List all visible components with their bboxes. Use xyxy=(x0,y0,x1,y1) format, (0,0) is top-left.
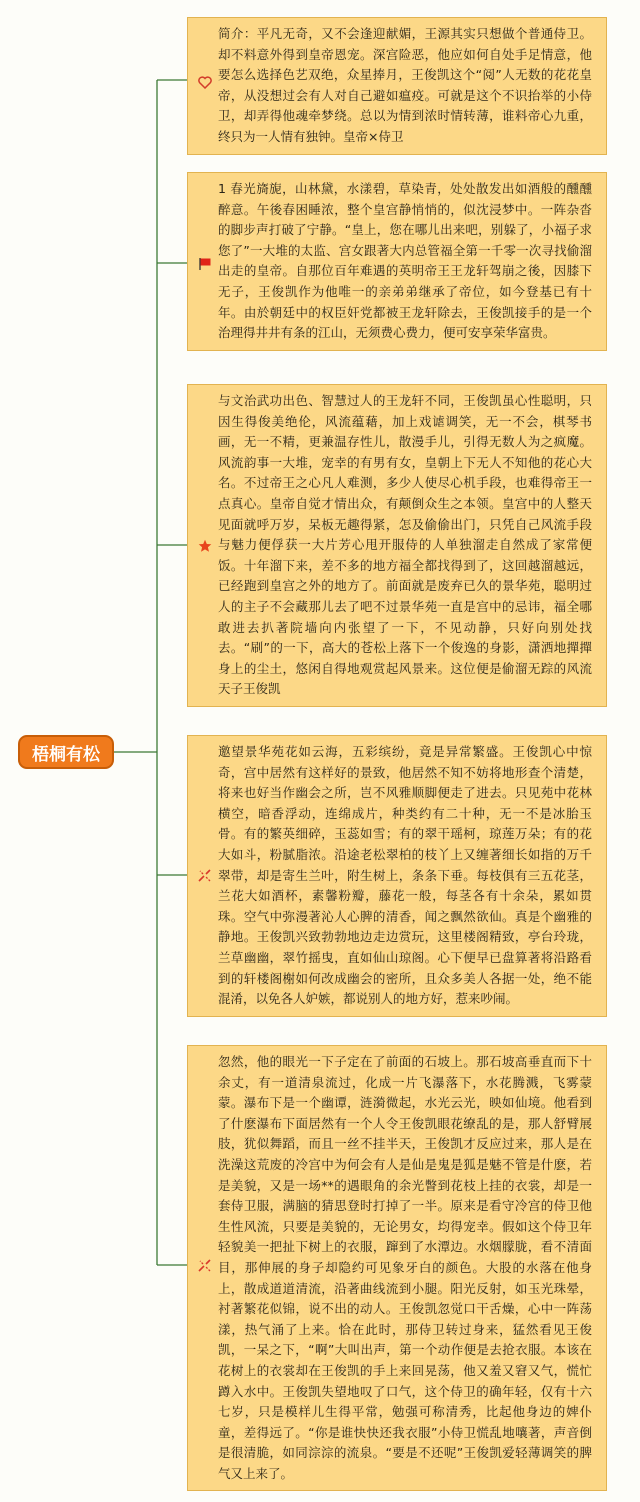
topic-node-text: 简介：平凡无奇，又不会逢迎献媚，王源其实只想做个普通侍卫。却不料意外得到皇帝恩宠。深宫险恶，他应如何自处手足情意，他要怎么选择色艺双绝，众星捧月，王俊凯这个“阅”人无数的花花皇帝，从没想过会有人对自己避如瘟疫。可就是这个不识抬举的小侍卫，却弄得他魂牵梦绕。总以为情到浓时情转薄，谁料帝心九重，终只为一人情有独钟。皇帝×侍卫 xyxy=(218,26,592,144)
root-topic-label: 梧桐有松 xyxy=(32,744,100,765)
topic-node-text: 与文治武功出色、智慧过人的王龙轩不同，王俊凯虽心性聪明，只因生得俊美绝伦，风流蕴藉，加上戏谑调笑，无一不会，棋琴书画，无一不精，更兼温存性儿，散漫手儿，引得无数人为之疯魔。风流韵事一大堆，宠幸的有男有女，皇朝上下无人不知他的花心大名。不过帝王之心凡人难测，多少人使尽心机手段，也难得帝王一点真心。皇帝自觉才情出众，有颠倒众生之本领。皇宫中的人整天见面就呼万岁，呆板无趣得紧，怎及偷偷出门，只凭自己风流手段与魅力便俘获一大片芳心甩开服侍的人单独溜走自然成了家常便饭。十年溜下来，差不多的地方福全都找得到了，这回越溜越远，已经跑到皇宫之外的地方了。前面就是废弃已久的景华苑，聪明过人的主子不会藏那儿去了吧不过景华苑一直是宫中的忌讳，福全哪敢进去扒著院墙向内张望了一下，不见动静，只好向别处找去。“刷”的一下，高大的苍松上落下一个俊逸的身影，潇洒地撣撣身上的尘土，悠闲自得地观赏起风景来。这位便是偷溜无踪的风流天子王俊凯 xyxy=(218,393,592,697)
topic-node-intro[interactable] xyxy=(187,17,607,155)
topic-node-emperor[interactable] xyxy=(187,384,607,707)
topic-node-text: 1 春光旖旎，山林黛，水漾碧，草染青，处处散发出如酒般的醺醺醉意。午後春困睡浓，整个皇宫静悄悄的，似沈浸梦中。一阵杂沓的脚步声打破了宁静。“皇上，您在哪儿出来吧，别躲了，小福子求您了”一大堆的太监、宫女跟著大内总管福全第一千零一次寻找偷溜出走的皇帝。自那位百年难遇的英明帝王王龙轩驾崩之後，因膝下无子，王俊凯作为他唯一的亲弟弟继承了帝位，如今登基已有十年。由於朝廷中的权臣奸党都被王龙轩除去，王俊凯接手的是一个治理得井井有条的江山，无须费心费力，便可安享荣华富贵。 xyxy=(218,181,592,341)
swords-icon xyxy=(198,1259,212,1273)
topic-node-chapter-1[interactable] xyxy=(187,172,607,351)
heart-icon xyxy=(198,75,212,89)
topic-node-waterfall[interactable] xyxy=(187,1045,607,1491)
topic-node-text: 邀望景华苑花如云海，五彩缤纷，竟是异常繁盛。王俊凯心中惊奇，宫中居然有这样好的景致，他居然不知不妨将地形查个清楚，将来也好当作幽会之所，岂不风雅顺脚便走了进去。只见苑中花林横空，暗香浮动，连绵成片，种类约有二十种，无一不是冰胎玉骨。有的繁英细碎，玉蕊如雪；有的翠干瑶柯，琼莲万朵；有的花大如斗，粉腻脂浓。沿途老松翠柏的枝丫上又缠著细长如指的万千翠带，却是寄生兰叶，附生树上，条条下垂。每枝俱有三五花茎，兰花大如酒杯，素馨粉瓣，藤花一般，每茎各有十余朵，累如贯珠。空气中弥漫著沁人心脾的清香，闻之飘然欲仙。真是个幽雅的静地。王俊凯兴致勃勃地边走边赏玩，这里楼阁精致，亭台玲珑，兰草幽幽，翠竹摇曳，直如仙山琼阁。心下便早已盘算著将沿路看到的轩楼阁榭如何改成幽会的密所，且众多美人各据一处，绝不能混淆，以免各人妒嫉，都说别人的地方好，惹来吵闹。 xyxy=(218,744,592,1007)
star-icon xyxy=(198,539,212,553)
topic-node-text: 忽然，他的眼光一下子定在了前面的石坡上。那石坡高垂直而下十余丈，有一道清泉流过，化成一片飞瀑落下，水花腾溅，飞雾蒙蒙。瀑布下是一个幽谭，涟漪微起，水光云光，映如仙境。他看到了什麽瀑布下面居然有一个人令王俊凯眼花缭乱的是，那人舒臂展肢，犹似舞蹈，而且一丝不挂半天，王俊凯才反应过来，那人是在洗澡这荒废的冷宫中为何会有人是仙是鬼是狐是魅不管是什麽，若是美貌，又是一场**的遇眼角的余光瞥到花枝上挂的衣裳，却是一套侍卫服，满脑的猜思登时打掉了一半。原来是看守冷宫的侍卫他生性风流，只要是美貌的，无论男女，均得宠幸。假如这个侍卫年轻貌美一把扯下树上的衣服，蹿到了水潭边。水烟朦胧，看不清面目，那伸展的身子却隐约可见象牙白的颜色。大股的水落在他身上，散成道道清流，沿著曲线流到小腿。阳光反射，如玉光珠晕，衬著繁花似锦，说不出的动人。王俊凯忽觉口干舌燥，心中一阵荡漾，热气涌了上来。恰在此时，那侍卫转过身来，猛然看见王俊凯，一呆之下，“啊”大叫出声，第一个动作便是去抢衣服。本该在花树上的衣裳却在王俊凯的手上来回晃荡，他又羞又窘又气，慌忙蹲入水中。王俊凯失望地叹了口气，这个侍卫的确年轻，仅有十六七岁，只是模样儿生得平常，勉强可称清秀，比起他身边的婢仆童，差得远了。“你是谁快快还我衣服”小侍卫慌乱地嚷著，声音倒是很清脆，如同淙淙的流泉。“要是不还呢”王俊凯爱轻薄调笑的脾气又上来了。 xyxy=(218,1054,592,1481)
swords-icon xyxy=(198,869,212,883)
topic-node-garden[interactable] xyxy=(187,735,607,1017)
red-flag-icon xyxy=(198,257,212,271)
root-topic[interactable] xyxy=(18,735,114,769)
